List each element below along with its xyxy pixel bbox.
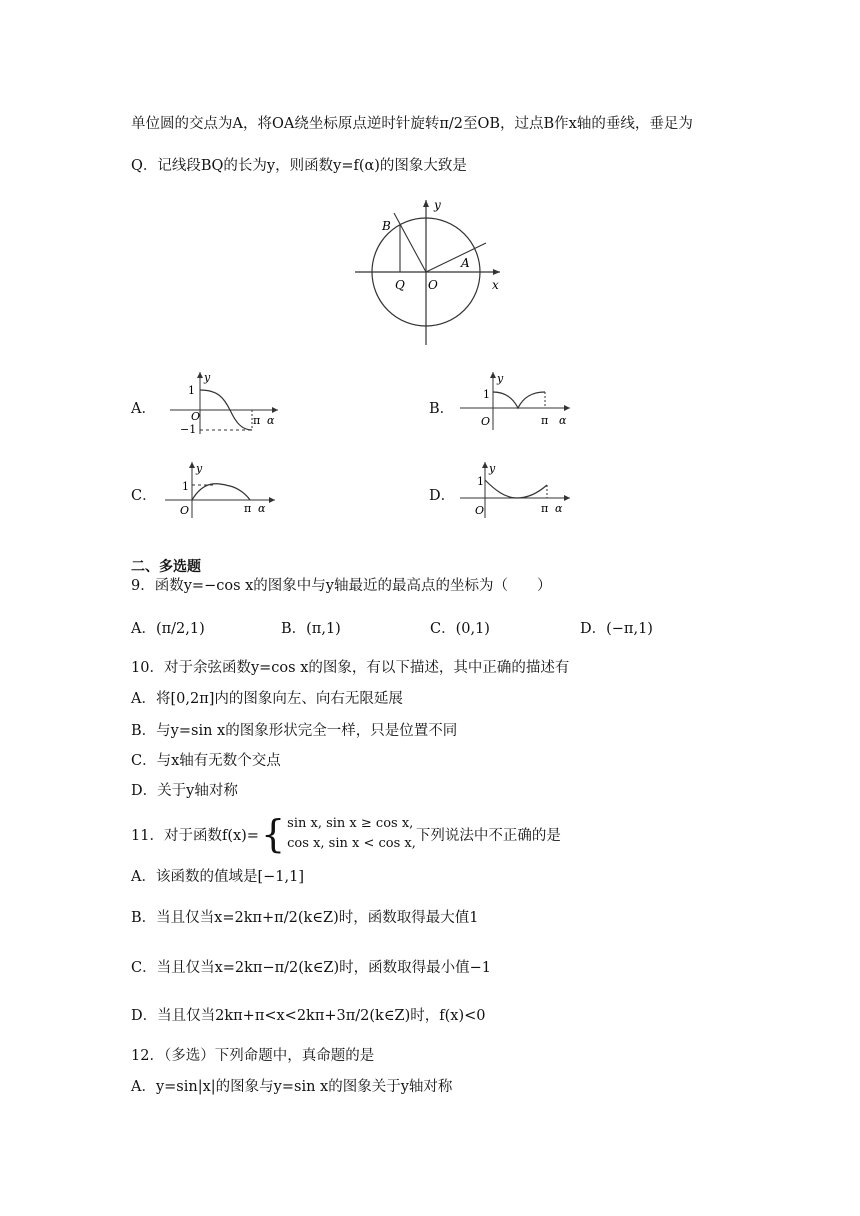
svg-text:−1: −1 [180,423,197,436]
svg-text:1: 1 [188,384,195,397]
q8-option-C-graph[interactable] [160,458,290,520]
label-A: A [461,256,470,270]
svg-text:y: y [489,462,496,475]
q9-stem: 9．函数y=−cos x的图象中与y轴最近的最高点的坐标为（ ） [131,578,552,594]
q8-option-A-label[interactable]: A． [131,401,156,417]
ray-OA [426,243,486,272]
q8-option-B-graph[interactable] [455,368,585,438]
svg-text:1: 1 [182,480,189,493]
q8-option-B-label[interactable]: B． [429,401,455,417]
q10-option-A[interactable]: A．将[0,2π]内的图象向左、向右无限延展 [131,691,403,707]
q8-line1: 单位圆的交点为A，将OA绕坐标原点逆时针旋转π/2至OB，过点B作x轴的垂线，垂足为 [131,116,693,132]
q8-line2: Q．记线段BQ的长为y，则函数y=f(α)的图象大致是 [131,158,467,174]
svg-text:π: π [244,502,252,515]
q11-stem [131,812,561,856]
brace-icon: { [260,812,286,856]
q11-option-D[interactable]: D．当且仅当2kπ+π<x<2kπ+3π/2(k∈Z)时，f(x)<0 [131,1008,486,1024]
q8-option-D-graph[interactable] [455,458,585,520]
label-x: x [492,278,499,292]
svg-text:π: π [541,414,549,427]
svg-text:O: O [180,504,190,517]
curve [192,484,250,500]
svg-text:O: O [475,504,485,517]
q11-piecewise [287,814,416,854]
svg-text:y: y [204,371,211,384]
q9-option-B[interactable]: B．(π,1) [281,621,341,637]
label-Q: Q [395,278,405,292]
x-axis-arrow [493,269,500,275]
curve [493,392,545,408]
q10-stem: 10．对于余弦函数y=cos x的图象，有以下描述，其中正确的描述有 [131,660,570,676]
q11-stem-prefix: 11．对于函数f(x)= [131,827,259,844]
svg-text:α: α [559,414,567,427]
label-B: B [382,219,391,233]
svg-text:O: O [191,410,201,423]
q11-option-B[interactable]: B．当且仅当x=2kπ+π/2(k∈Z)时，函数取得最大值1 [131,910,479,926]
label-O: O [428,278,438,292]
svg-text:O: O [481,415,491,428]
unit-circle-figure [350,195,510,355]
svg-text:y: y [196,462,203,475]
q8-option-C-label[interactable]: C． [131,488,157,504]
q10-option-C[interactable]: C．与x轴有无数个交点 [131,753,281,769]
q9-option-A[interactable]: A．(π/2,1) [131,621,205,637]
q11-case2: cos x, sin x < cos x, [287,836,416,851]
svg-text:α: α [258,502,266,515]
q8-option-A-graph[interactable] [160,368,290,438]
q8-option-D-label[interactable]: D． [429,488,456,504]
label-y: y [434,198,441,212]
q9-option-D[interactable]: D．(−π,1) [580,621,653,637]
ray-OB [394,213,426,272]
svg-text:α: α [555,502,563,515]
svg-text:y: y [497,372,504,385]
y-axis-arrow [423,200,429,207]
q11-option-A[interactable]: A．该函数的值域是[−1,1] [131,869,304,885]
q12-option-A[interactable]: A．y=sin|x|的图象与y=sin x的图象关于y轴对称 [131,1079,453,1095]
q11-case1: sin x, sin x ≥ cos x, [287,816,414,831]
q11-stem-suffix: 下列说法中不正确的是 [415,827,561,844]
q10-option-B[interactable]: B．与y=sin x的图象形状完全一样，只是位置不同 [131,723,458,739]
svg-text:1: 1 [483,388,490,401]
svg-text:π: π [541,502,549,515]
q9-option-C[interactable]: C．(0,1) [430,621,490,637]
svg-text:α: α [267,414,275,427]
svg-text:1: 1 [477,475,484,488]
q12-stem: 12．（多选）下列命题中，真命题的是 [131,1048,375,1064]
q11-option-C[interactable]: C．当且仅当x=2kπ−π/2(k∈Z)时，函数取得最小值−1 [131,960,492,976]
curve [485,480,547,498]
section-heading: 二、多选题 [131,559,201,575]
q10-option-D[interactable]: D．关于y轴对称 [131,783,238,799]
svg-text:π: π [253,414,261,427]
